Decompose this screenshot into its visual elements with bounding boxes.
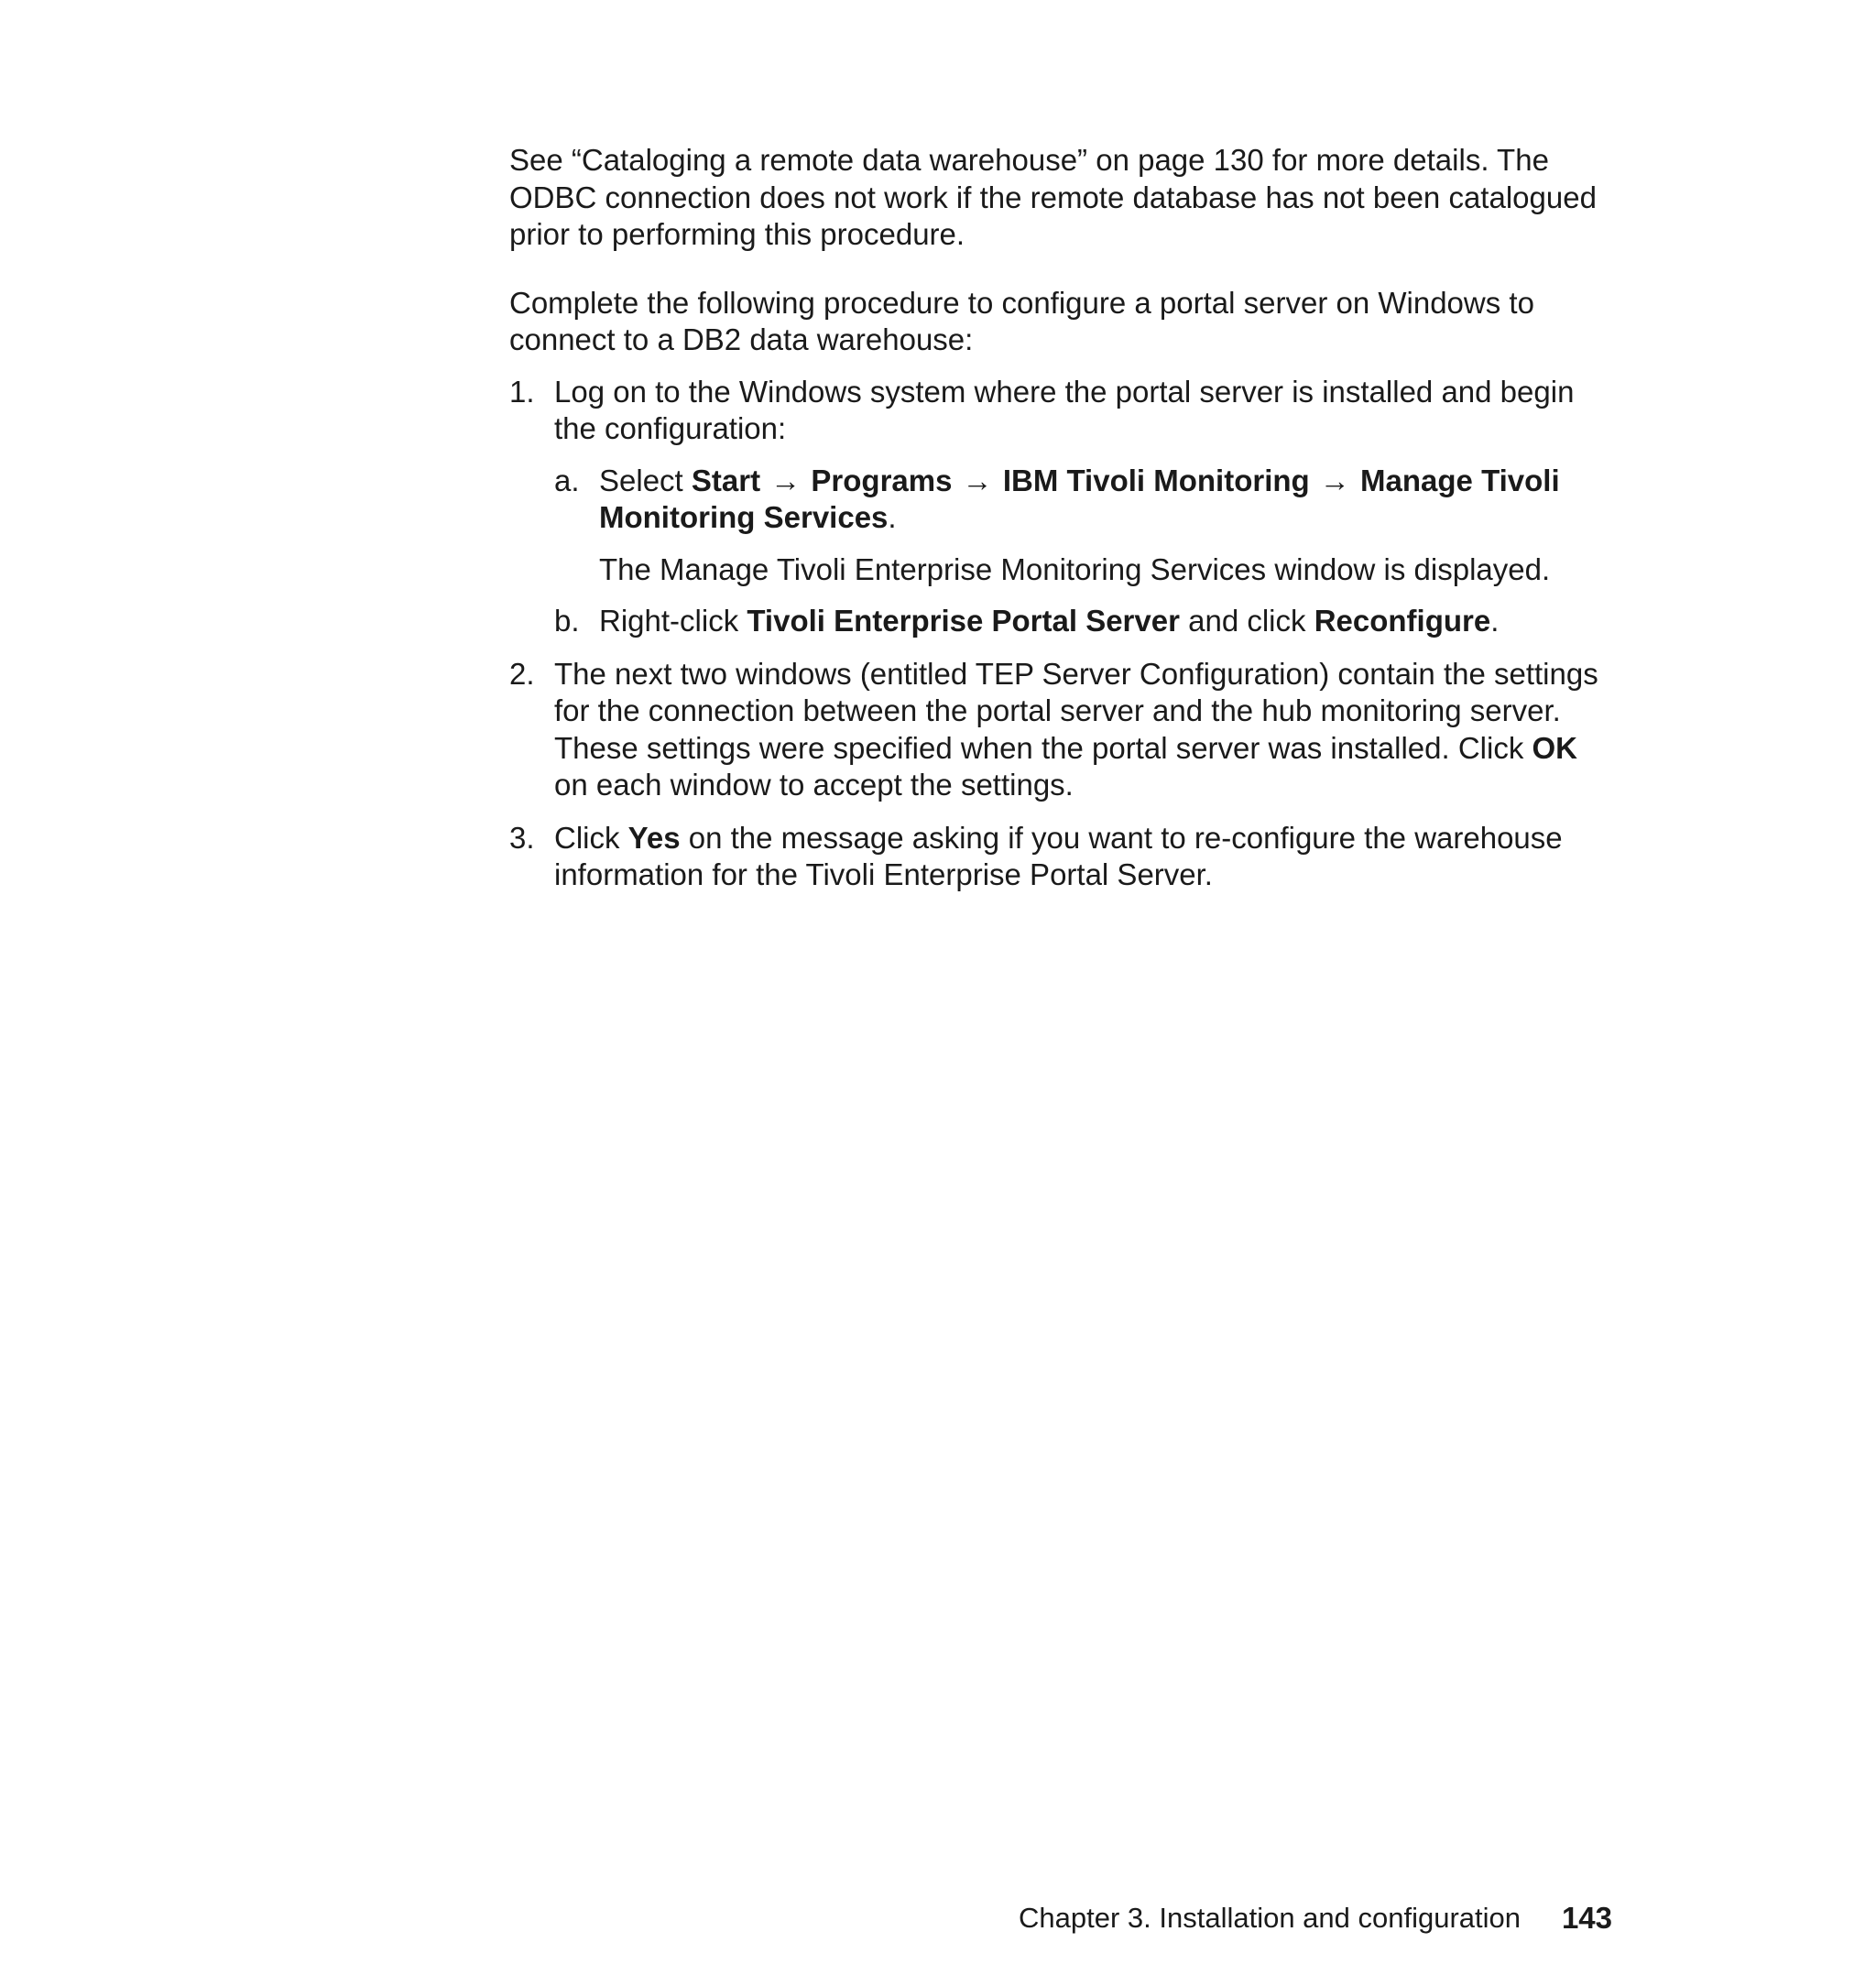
menu-start: Start [691,463,761,497]
substep-letter: b. [554,604,580,638]
step-3 [509,820,1609,894]
step-number: 1. [509,374,535,409]
chapter-title: Chapter 3. Installation and configuration [1019,1902,1522,1934]
page-body [509,142,1609,894]
reconfigure-term: Reconfigure [1314,604,1491,638]
substep-b-middle: and click [1179,604,1314,638]
step-2-text [554,656,1609,804]
arrow-1: → [770,463,802,497]
substep-a [554,463,1609,589]
substep-b-suffix: . [1490,604,1500,638]
step-number: 2. [509,656,535,691]
substep-a-prefix: Select [599,463,692,497]
menu-ibm-tivoli-monitoring: IBM Tivoli Monitoring [1002,463,1310,497]
menu-programs: Programs [811,463,953,497]
step-2 [509,656,1609,804]
step-text: Log on to the Windows system where the portal server is installed and begin the configuration: [554,374,1575,445]
yes-term: Yes [627,820,681,855]
substep-list [554,463,1609,640]
substep-a-note: The Manage Tivoli Enterprise Monitoring Services window is displayed. [599,551,1551,586]
step-number: 3. [509,820,535,855]
step-2-text-before: The next two windows (entitled TEP Server Configuration) contain the settings for the connection between the portal server and the hub monitoring server. These settings were specified when the portal server was installed. Click [554,656,1598,765]
substep-a-suffix: . [888,500,897,534]
page-number: 143 [1561,1901,1612,1935]
substep-letter: a. [554,463,580,497]
arrow-2: → [962,463,993,497]
step-1 [509,374,1609,640]
arrow-3: → [1319,463,1350,497]
substep-a-text [599,463,1609,537]
substep-b-text [599,603,1609,640]
substep-b [554,603,1609,640]
menu-manage-services: Manage Tivoli Monitoring Services [599,463,1560,534]
step-3-text [554,820,1609,894]
substep-b-prefix: Right-click [599,604,747,638]
intro-paragraph-2: Complete the following procedure to configure a portal server on Windows to connect to a DB2 data warehouse: [509,285,1534,356]
ok-term: OK [1532,730,1577,765]
step-2-text-after: on each window to accept the settings. [554,768,1074,802]
step-3-text-after: on the message asking if you want to re-configure the warehouse information for the Tivoli Enterprise Portal Server. [554,820,1563,891]
step-3-text-before: Click [554,820,628,855]
portal-server-term: Tivoli Enterprise Portal Server [747,604,1180,638]
intro-paragraph-1: See “Cataloging a remote data warehouse” on page 130 for more details. The ODBC connection does not work if the remote database has not been catalogued prior to performing this procedure. [509,143,1597,251]
